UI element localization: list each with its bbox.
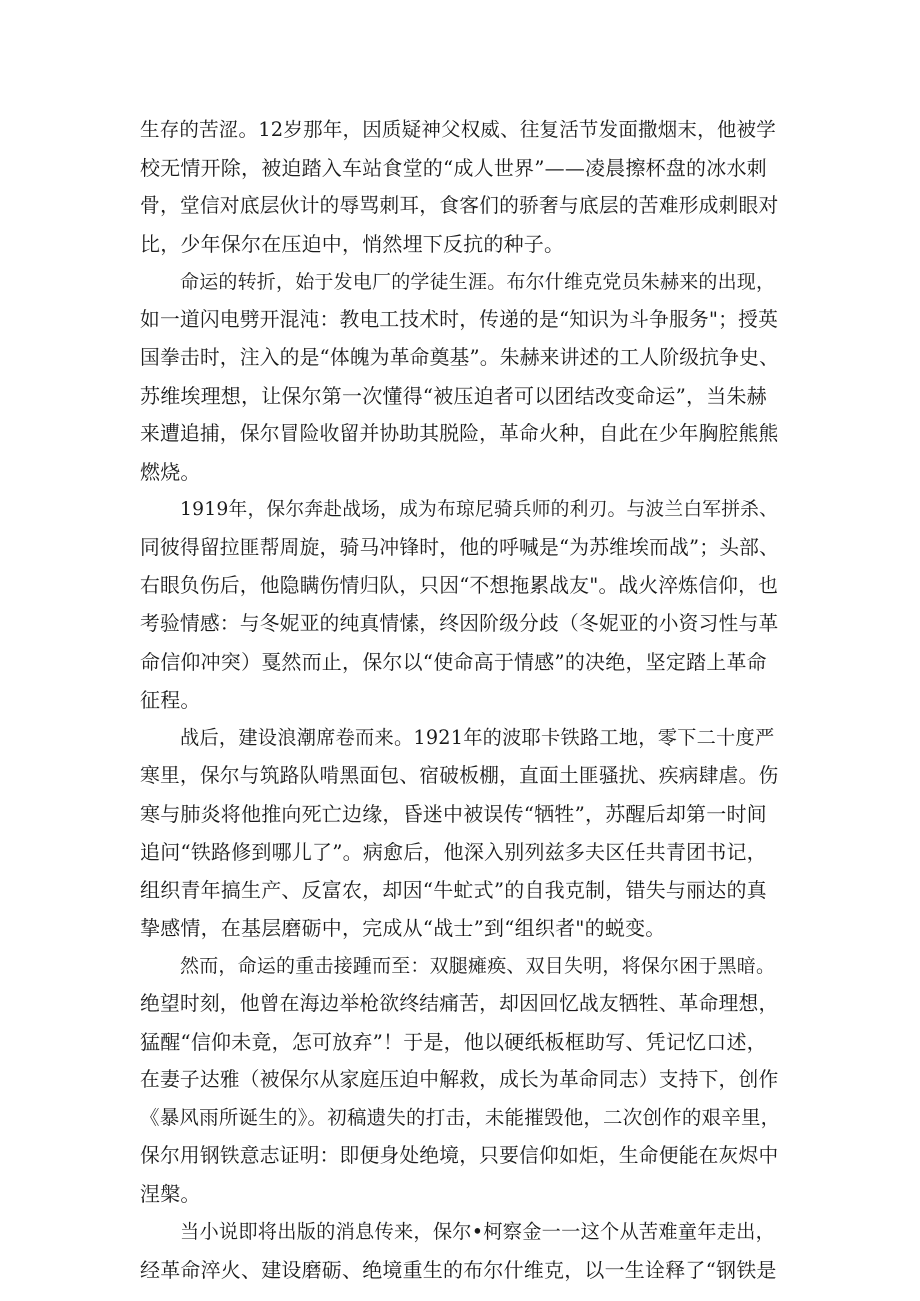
text-line: 校无情开除，被迫踏入车站食堂的“成人世界”——凌晨擦杯盘的冰水刺 bbox=[140, 156, 767, 180]
text-line: 组织青年搞生产、反富农，却因“牛虻式”的自我克制，错失与丽达的真 bbox=[140, 878, 767, 902]
text-line: 骨，堂信对底层伙计的辱骂刺耳，食客们的骄奢与底层的苦难形成刺眼对 bbox=[140, 194, 779, 217]
text-line: 涅槃。 bbox=[140, 1182, 201, 1206]
text-line: 命运的转折，始于发电厂的学徒生涯。布尔什维克党员朱赫来的出现， bbox=[180, 271, 776, 293]
text-line: 在妻子达雅（被保尔从家庭压迫中解救，成长为革命同志）支持下，创作 bbox=[140, 1068, 779, 1091]
text-line: 绝望时刻，他曾在海边举枪欲终结痛苦，却因回忆战友牺牲、革命理想， bbox=[140, 992, 779, 1015]
text-line: 燃烧。 bbox=[140, 460, 201, 484]
text-line: 经革命淬火、建设磨砺、绝境重生的布尔什维克，以一生诠释了“钢铁是 bbox=[140, 1258, 777, 1282]
text-line: 如一道闪电劈开混沌：教电工技术时，传递的是“知识为斗争服务"；授英 bbox=[140, 308, 779, 331]
text-line: 《暴风雨所诞生的》。初稿遗失的打击，未能摧毁他，二次创作的艰辛里， bbox=[140, 1106, 781, 1129]
text-line: 猛醒“信仰未竟，怎可放弃”！于是，他以硬纸板框助写、凭记忆口述， bbox=[140, 1030, 767, 1054]
text-line: 比，少年保尔在压迫中，悄然埋下反抗的种子。 bbox=[140, 232, 565, 256]
text-line: 保尔用钢铁意志证明：即便身处绝境，只要信仰如炬，生命便能在灰烬中 bbox=[140, 1144, 779, 1167]
text-line: 1919年，保尔奔赴战场，成为布琼尼骑兵师的利刃。与波兰白军拼杀、 bbox=[180, 499, 779, 520]
text-line: 生存的苦涩。12岁那年，因质疑神父权威、往复活节发面撒烟末，他被学 bbox=[140, 118, 776, 141]
text-line: 苏维埃理想，让保尔第一次懂得“被压迫者可以团结改变命运”，当朱赫 bbox=[140, 384, 767, 408]
text-line: 追问“铁路修到哪儿了”。病愈后，他深入别列兹多夫区任共青团书记， bbox=[140, 840, 767, 864]
text-line: 挚感情，在基层磨砺中，完成从“战士”到“组织者"的蜕变。 bbox=[140, 916, 666, 940]
text-line: 寒与肺炎将他推向死亡边缘，昏迷中被误传“牺牲”，苏醒后却第一时间 bbox=[140, 802, 767, 826]
text-line: 来遭追捕，保尔冒险收留并协助其脱险，革命火种，自此在少年胸腔熊熊 bbox=[140, 422, 779, 445]
text-line: 国拳击时，注入的是“体魄为革命奠基”。朱赫来讲述的工人阶级抗争史、 bbox=[140, 346, 780, 369]
text-line: 然而，命运的重击接踵而至：双腿瘫痪、双目失明，将保尔困于黑暗。 bbox=[180, 955, 776, 977]
text-line: 同彼得留拉匪帮周旋，骑马冲锋时，他的呼喊是“为苏维埃而战”；头部、 bbox=[140, 536, 780, 559]
text-line: 命信仰冲突）戛然而止，保尔以“使命高于情感”的决绝，坚定踏上革命 bbox=[140, 650, 767, 674]
text-line: 战后，建设浪潮席卷而来。1921年的波耶卡铁路工地，零下二十度严 bbox=[180, 726, 775, 749]
text-line: 当小说即将出版的消息传来，保尔•柯察金一一这个从苦难童年走出， bbox=[180, 1220, 776, 1243]
text-line: 征程。 bbox=[140, 688, 201, 712]
text-line: 右眼负伤后，他隐瞒伤情归队，只因“不想拖累战友"。战火淬炼信仰，也 bbox=[140, 574, 779, 597]
text-line: 考验情感：与冬妮亚的纯真情愫，终因阶级分歧（冬妮亚的小资习性与革 bbox=[140, 612, 779, 635]
text-line: 寒里，保尔与筑路队啃黑面包、宿破板棚，直面土匪骚扰、疾病肆虐。伤 bbox=[140, 764, 779, 787]
